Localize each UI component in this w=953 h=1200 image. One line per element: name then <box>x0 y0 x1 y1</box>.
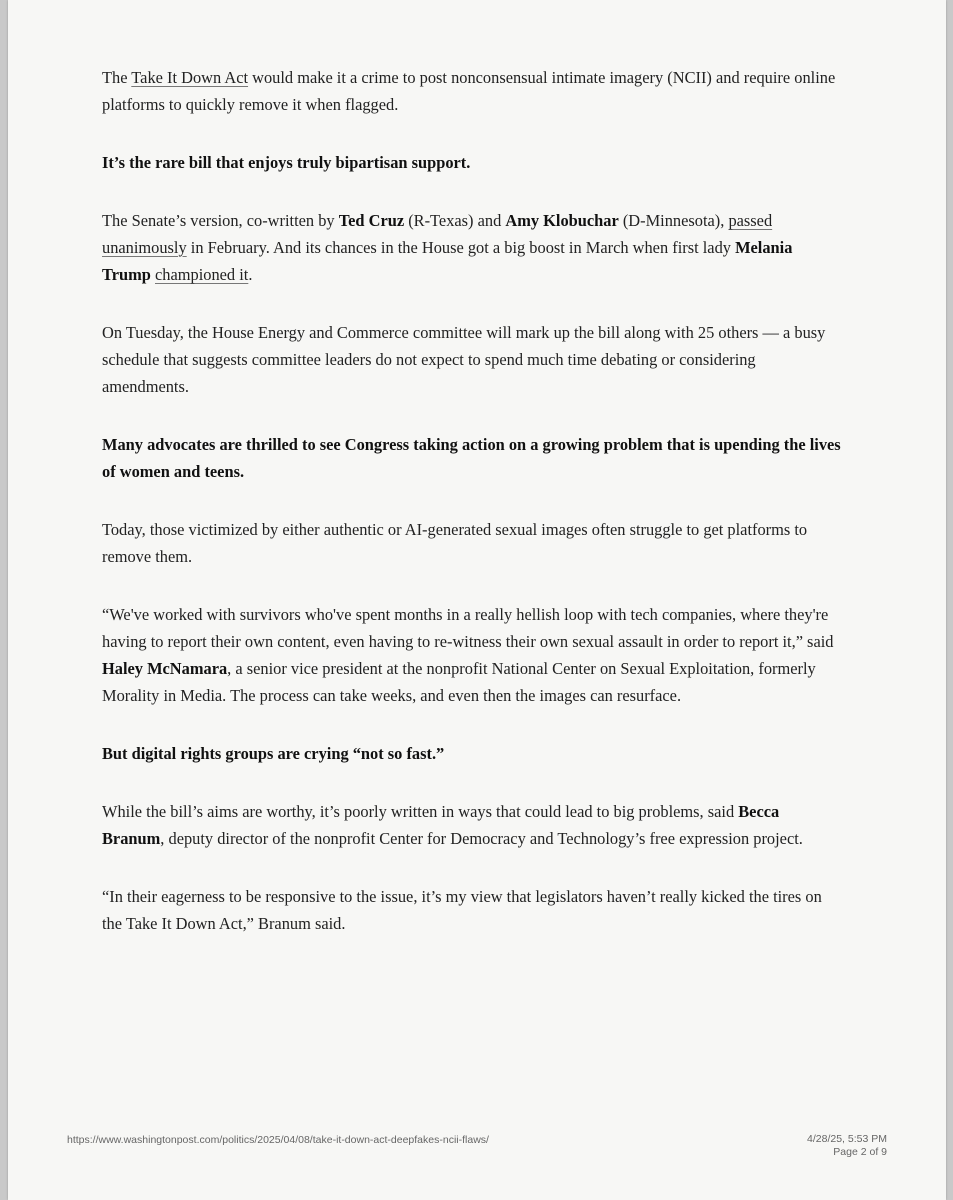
paragraph-7 <box>102 601 842 709</box>
name-haley-mcnamara: Haley McNamara <box>102 659 228 678</box>
text-run: . <box>248 265 253 284</box>
name-ted-cruz: Ted Cruz <box>338 211 405 230</box>
footer-datetime: 4/28/25, 5:53 PM <box>807 1133 887 1145</box>
document-page <box>8 0 946 1200</box>
text-run: would make it a crime to post nonconsensual intimate imagery (NCII) and require online platforms to quickly remove it when flagged. <box>102 68 836 114</box>
text-run: in February. And its chances in the House got a big boost in March when first lady <box>186 238 736 257</box>
text-run: While the bill’s aims are worthy, it’s poorly written in ways that could lead to big problems, said <box>102 802 739 821</box>
passed-unanimously-link[interactable]: passed unanimously <box>102 211 773 257</box>
name-becca-branum: Becca Branum <box>102 802 780 848</box>
bold-lead-paragraph: But digital rights groups are crying “not so fast.” <box>102 744 445 763</box>
article-body <box>102 64 842 968</box>
text-run: The Senate’s version, co-written by <box>102 211 339 230</box>
text-run: The <box>102 68 132 87</box>
text-run: , deputy director of the nonprofit Center for Democracy and Technology’s free expression project. <box>160 829 803 848</box>
paragraph-1 <box>102 64 842 118</box>
bold-lead-paragraph: It’s the rare bill that enjoys truly bipartisan support. <box>102 153 471 172</box>
take-it-down-act-link[interactable]: Take It Down Act <box>131 68 249 87</box>
text-run: , a senior vice president at the nonprofit National Center on Sexual Exploitation, formerly Morality in Media. The process can take weeks, and even then the images can resurface. <box>102 659 816 705</box>
text-run: (D-Minnesota), <box>618 211 729 230</box>
text-run: “We've worked with survivors who've spent months in a really hellish loop with tech companies, where they're having to report their own content, even having to re-witness their own sexual assault in order to report it,” said <box>102 605 834 651</box>
championed-it-link[interactable]: championed it <box>155 265 249 284</box>
name-melania-trump: Melania Trump <box>102 238 793 284</box>
paragraph-3 <box>102 207 842 288</box>
paragraph-6: Today, those victimized by either authentic or AI-generated sexual images often struggle to get platforms to remove them. <box>102 520 808 566</box>
bold-lead-paragraph: Many advocates are thrilled to see Congress taking action on a growing problem that is upending the lives of women and teens. <box>102 435 841 481</box>
paragraph-9 <box>102 798 842 852</box>
footer-page-number: Page 2 of 9 <box>833 1146 887 1158</box>
text-run: (R-Texas) and <box>404 211 506 230</box>
footer-meta <box>807 1133 887 1159</box>
name-amy-klobuchar: Amy Klobuchar <box>505 211 619 230</box>
paragraph-4: On Tuesday, the House Energy and Commerce committee will mark up the bill along with 25 others — a busy schedule that suggests committee leaders do not expect to spend much time debating or considering amendments. <box>102 323 826 396</box>
paragraph-10: “In their eagerness to be responsive to the issue, it’s my view that legislators haven’t really kicked the tires on the Take It Down Act,” Branum said. <box>102 887 822 933</box>
footer-url: https://www.washingtonpost.com/politics/2025/04/08/take-it-down-act-deepfakes-ncii-flaws/ <box>67 1134 489 1146</box>
